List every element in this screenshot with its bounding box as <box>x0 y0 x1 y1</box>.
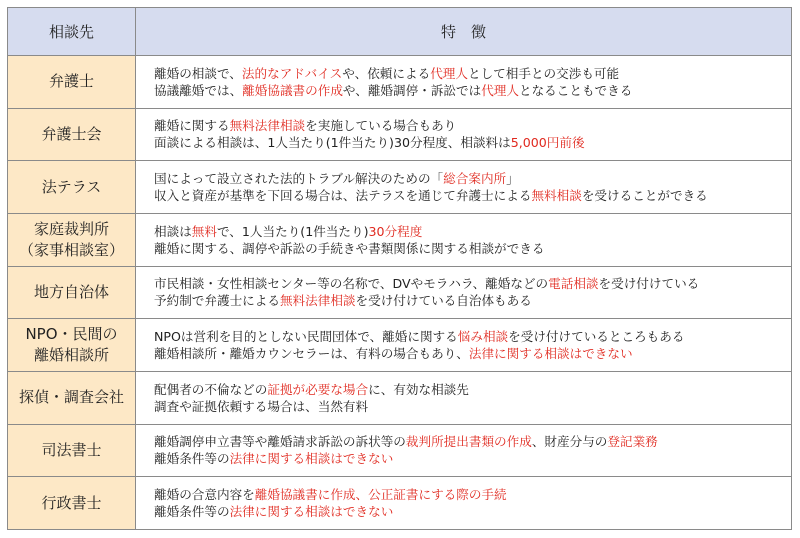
feature-text: 離婚の相談で、 <box>154 65 242 81</box>
feature-line <box>154 134 781 151</box>
table-row <box>8 424 792 477</box>
feature-text: や、依頼による <box>342 65 431 81</box>
destination-name-line: NPO・民間の <box>25 325 118 344</box>
header-features: 特 徴 <box>136 8 792 56</box>
feature-line <box>154 433 781 450</box>
feature-text: 離婚条件等の <box>154 504 230 520</box>
highlight-text: 離婚協議書に作成、公正証書にする際の手続 <box>254 487 507 503</box>
destination-features <box>136 266 792 319</box>
feature-line <box>154 275 781 292</box>
table-row <box>8 266 792 319</box>
destination-name-line: 地方自治体 <box>33 282 109 301</box>
feature-text: として相手との交渉も可能 <box>467 65 620 81</box>
feature-text: 離婚相談所・離婚カウンセラーは、有料の場合もあり、 <box>154 346 469 362</box>
destination-name-line: 弁護士 <box>48 72 94 91</box>
highlight-text: 無料法律相談 <box>279 293 356 309</box>
feature-line <box>154 82 781 99</box>
destination-features <box>136 424 792 477</box>
destination-name-line: 探偵・調査会社 <box>18 388 124 407</box>
table-row <box>8 213 792 266</box>
feature-text: を実施している場合もあり <box>305 118 457 134</box>
table-row <box>8 371 792 424</box>
feature-text: 」 <box>506 171 519 187</box>
feature-text: や、離婚調停・訴訟では <box>342 82 482 98</box>
highlight-text: 離婚協議書の作成 <box>242 82 343 98</box>
destination-features <box>136 108 792 161</box>
feature-line <box>154 328 781 345</box>
feature-text: となることもできる <box>518 82 633 98</box>
feature-text: に、有効な相談先 <box>368 381 469 397</box>
destination-features <box>136 319 792 372</box>
feature-line <box>154 450 781 467</box>
table-row <box>8 108 792 161</box>
consultation-destination <box>8 108 136 161</box>
highlight-text: 代理人 <box>481 82 519 98</box>
feature-text: 調査や証拠依頼する場合は、当然有料 <box>154 398 369 414</box>
highlight-text: 証拠が必要な場合 <box>267 381 369 397</box>
feature-text: を受け付けている自治体もある <box>355 293 532 309</box>
feature-text: 離婚の合意内容を <box>154 487 255 503</box>
highlight-text: 悩み相談 <box>457 329 509 345</box>
highlight-text: 法律に関する相談はできない <box>229 504 394 520</box>
table-row <box>8 319 792 372</box>
feature-text: を受けることができる <box>581 188 708 204</box>
consultation-destination <box>8 266 136 319</box>
feature-line <box>154 381 781 398</box>
consultation-destination <box>8 213 136 266</box>
feature-text: 離婚に関する <box>154 118 230 134</box>
destination-features <box>136 213 792 266</box>
consultation-destination <box>8 424 136 477</box>
feature-text: 離婚調停申立書等や離婚請求訴訟の訴状等の <box>154 434 406 450</box>
destination-name-line: 家庭裁判所 <box>33 219 109 238</box>
highlight-text: 代理人 <box>430 65 468 81</box>
feature-text: 収入と資産が基準を下回る場合は、法テラスを通じて弁護士による <box>154 188 532 204</box>
feature-text: 離婚に関する、調停や訴訟の手続きや書類関係に関する相談ができる <box>154 240 545 256</box>
highlight-text: 5,000円前後 <box>510 135 585 151</box>
highlight-text: 法律に関する相談はできない <box>229 451 394 467</box>
destination-features <box>136 371 792 424</box>
highlight-text: 総合案内所 <box>443 171 507 187</box>
feature-line <box>154 503 781 520</box>
destination-name-line: 離婚相談所 <box>33 346 109 365</box>
consultation-destination <box>8 161 136 214</box>
feature-line <box>154 240 781 257</box>
header-category: 相談先 <box>8 8 136 56</box>
feature-text: 国によって設立された法的トラブル解決のための「 <box>154 171 444 187</box>
feature-text: 相談は <box>154 223 192 239</box>
highlight-text: 電話相談 <box>548 276 599 292</box>
feature-text: 配偶者の不倫などの <box>154 381 268 397</box>
feature-line <box>154 65 781 82</box>
table-body <box>8 56 792 530</box>
feature-text: 、財産分与の <box>531 434 608 450</box>
table-row <box>8 477 792 530</box>
feature-line <box>154 398 781 415</box>
feature-text: NPOは営利を目的としない民間団体で、離婚に関する <box>154 329 458 345</box>
destination-name-line: （家事相談室） <box>18 240 124 259</box>
destination-features <box>136 161 792 214</box>
destination-features <box>136 477 792 530</box>
feature-text: 予約制で弁護士による <box>154 293 280 309</box>
consultation-destination <box>8 56 136 109</box>
highlight-text: 法律に関する相談はできない <box>468 346 633 362</box>
feature-line <box>154 117 781 134</box>
table-row <box>8 161 792 214</box>
table-row <box>8 56 792 109</box>
feature-line <box>154 486 781 503</box>
destination-name-line: 弁護士会 <box>41 124 102 143</box>
highlight-text: 30分程度 <box>368 223 423 239</box>
feature-line <box>154 223 781 240</box>
feature-text: 協議離婚では、 <box>154 82 243 98</box>
destination-name-line: 法テラス <box>41 177 102 196</box>
header-row <box>8 8 792 56</box>
highlight-text: 無料 <box>191 223 217 239</box>
feature-line <box>154 187 781 204</box>
consultation-table <box>7 7 792 530</box>
consultation-destination <box>8 477 136 530</box>
feature-text: で、1人当たり(1件当たり) <box>216 223 369 239</box>
highlight-text: 無料相談 <box>531 188 582 204</box>
feature-text: を受け付けているところもある <box>508 329 685 345</box>
feature-text: を受け付けている <box>598 276 700 292</box>
feature-text: 離婚条件等の <box>154 451 230 467</box>
feature-line <box>154 292 781 309</box>
destination-name-line: 司法書士 <box>41 440 102 459</box>
consultation-destination <box>8 319 136 372</box>
feature-line <box>154 345 781 362</box>
feature-text: 市民相談・女性相談センター等の名称で、DVやモラハラ、離婚などの <box>154 276 549 292</box>
consultation-destination <box>8 371 136 424</box>
destination-name-line: 行政書士 <box>41 493 102 512</box>
highlight-text: 法的なアドバイス <box>241 65 343 81</box>
destination-features <box>136 56 792 109</box>
highlight-text: 登記業務 <box>607 434 658 450</box>
highlight-text: 無料法律相談 <box>229 118 306 134</box>
feature-text: 面談による相談は、1人当たり(1件当たり)30分程度、相談料は <box>154 135 511 151</box>
feature-line <box>154 170 781 187</box>
highlight-text: 裁判所提出書類の作成 <box>405 434 532 450</box>
